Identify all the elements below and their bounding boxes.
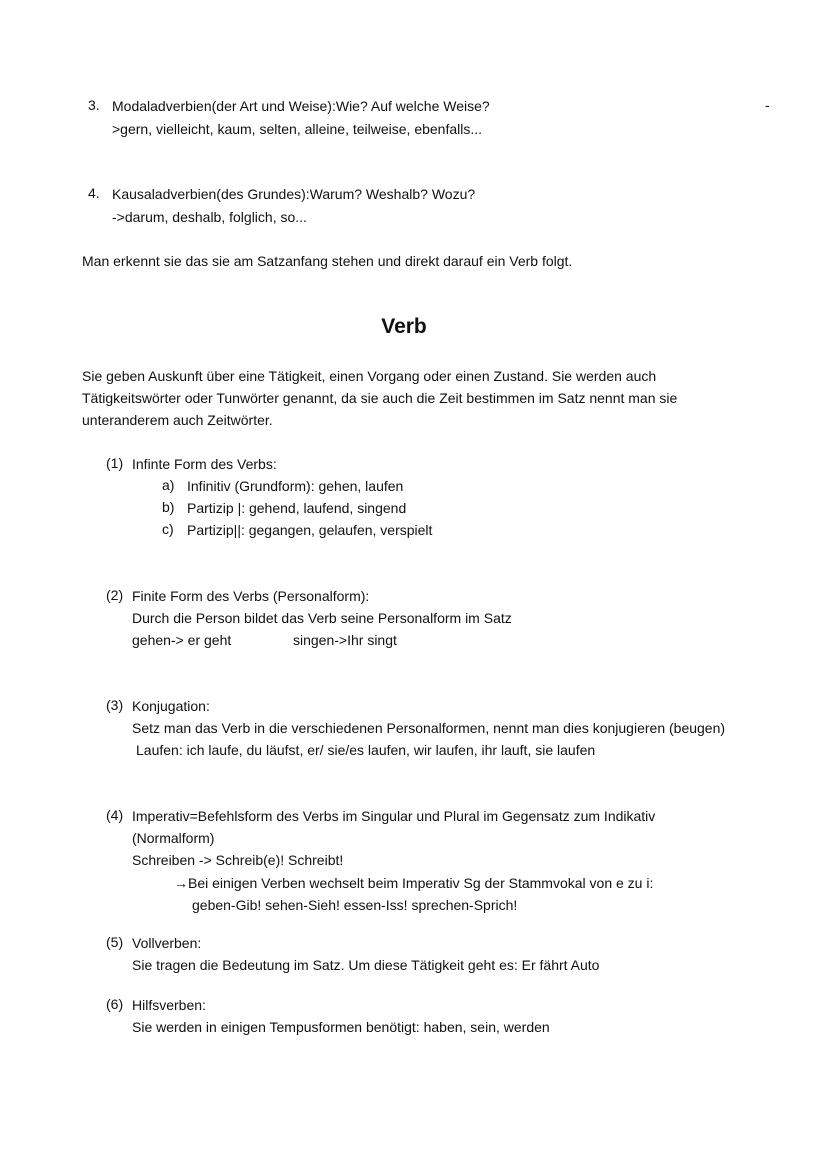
intro-line-1: Sie geben Auskunft über eine Tätigkeit, einen Vorgang oder einen Zustand. Sie werden auch	[82, 368, 657, 384]
section-1-heading: Infinte Form des Verbs:	[132, 456, 277, 472]
sublist-label-c: c)	[162, 521, 174, 537]
list-number-3: 3.	[88, 97, 100, 113]
section-3-heading: Konjugation:	[132, 698, 210, 714]
section-3-line-2: Laufen: ich laufe, du läufst, er/ sie/es laufen, wir laufen, ihr lauft, sie laufen	[136, 742, 596, 758]
section-number-3: (3)	[106, 697, 124, 713]
section-number-6: (6)	[106, 996, 124, 1012]
section-number-2: (2)	[106, 587, 124, 603]
adverb-note: Man erkennt sie das sie am Satzanfang stehen und direkt darauf ein Verb folgt.	[82, 253, 573, 269]
section-3-line-1: Setz man das Verb in die verschiedenen Personalformen, nennt man dies konjugieren (beugen)	[132, 720, 726, 736]
section-number-4: (4)	[106, 807, 124, 823]
section-2-heading: Finite Form des Verbs (Personalform):	[132, 588, 370, 604]
list-number-4: 4.	[88, 185, 100, 201]
intro-line-2: Tätigkeitswörter oder Tunwörter genannt, da sie auch die Zeit bestimmen im Satz nennt man sie	[82, 390, 678, 406]
section-2-example-a: gehen-> er geht	[132, 632, 232, 648]
section-2-example-b: singen->Ihr singt	[293, 632, 397, 648]
sublist-item-c: Partizip||: gegangen, gelaufen, verspielt	[187, 522, 433, 538]
section-5-heading: Vollverben:	[132, 935, 202, 951]
kausaladverbien-examples: ->darum, deshalb, folglich, so...	[112, 209, 307, 225]
sublist-label-b: b)	[162, 499, 175, 515]
section-4-examples: geben-Gib! sehen-Sieh! essen-Iss! sprechen-Sprich!	[192, 897, 518, 913]
section-6-line-1: Sie werden in einigen Tempusformen benötigt: haben, sein, werden	[132, 1019, 550, 1035]
section-2-line-1: Durch die Person bildet das Verb seine Personalform im Satz	[132, 610, 512, 626]
modaladverbien-examples: >gern, vielleicht, kaum, selten, alleine, teilweise, ebenfalls...	[112, 121, 483, 137]
modaladverbien-heading: Modaladverbien(der Art und Weise):Wie? Auf welche Weise?	[112, 98, 490, 114]
section-number-1: (1)	[106, 455, 124, 471]
page-title: Verb	[381, 315, 427, 338]
kausaladverbien-heading: Kausaladverbien(des Grundes):Warum? Weshalb? Wozu?	[112, 186, 476, 202]
section-5-line-1: Sie tragen die Bedeutung im Satz. Um diese Tätigkeit geht es: Er fährt Auto	[132, 957, 600, 973]
intro-line-3: unteranderem auch Zeitwörter.	[82, 412, 273, 428]
section-4-heading: Imperativ=Befehlsform des Verbs im Singular und Plural im Gegensatz zum Indikativ	[132, 808, 656, 824]
stray-mark: -	[765, 97, 770, 113]
section-6-heading: Hilfsverben:	[132, 997, 206, 1013]
sublist-label-a: a)	[162, 477, 175, 493]
sublist-item-a: Infinitiv (Grundform): gehen, laufen	[187, 478, 404, 494]
section-4-heading-cont: (Normalform)	[132, 830, 215, 846]
section-4-arrow-note: →Bei einigen Verben wechselt beim Imperativ Sg der Stammvokal von e zu i:	[174, 875, 654, 891]
section-4-line-1: Schreiben -> Schreib(e)! Schreibt!	[132, 852, 344, 868]
sublist-item-b: Partizip |: gehend, laufend, singend	[187, 500, 407, 516]
section-number-5: (5)	[106, 934, 124, 950]
